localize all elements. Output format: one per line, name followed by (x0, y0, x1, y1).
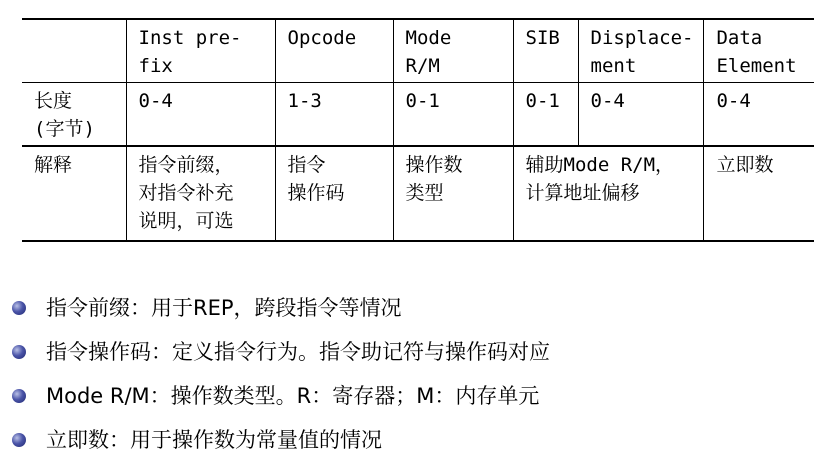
table-cell: 0-4 (578, 83, 704, 147)
table-cell: 0-1 (393, 83, 513, 147)
bullet-text: 指令前缀：用于REP，跨段指令等情况 (46, 296, 402, 320)
header-cell-sib: SIB (513, 19, 578, 83)
table-cell: 0-4 (704, 83, 814, 147)
bullet-text: 指令操作码：定义指令行为。指令助记符与操作码对应 (46, 340, 550, 364)
header-cell-opcode: Opcode (275, 19, 393, 83)
row-label-explanation: 解释 (22, 146, 126, 241)
bullet-dot-icon (12, 301, 26, 315)
table-cell: 指令前缀， 对指令补充 说明，可选 (126, 146, 275, 241)
table-header-row (22, 19, 814, 83)
bullet-dot-icon (12, 345, 26, 359)
table-cell: 0-4 (126, 83, 275, 147)
row-label-length: 长度 (字节) (22, 83, 126, 147)
table-cell-merged: 辅助Mode R/M， 计算地址偏移 (513, 146, 704, 241)
header-cell-displacement: Displace- ment (578, 19, 704, 83)
table-cell: 1-3 (275, 83, 393, 147)
table-cell: 立即数 (704, 146, 814, 241)
bullet-text: Mode R/M：操作数类型。R：寄存器；M：内存单元 (46, 384, 540, 408)
bullet-list (12, 290, 550, 466)
bullet-text: 立即数：用于操作数为常量值的情况 (46, 428, 382, 452)
table-cell: 操作数 类型 (393, 146, 513, 241)
header-cell-empty (22, 19, 126, 83)
table-row-explanation (22, 146, 814, 241)
list-item (12, 290, 550, 334)
header-cell-mode-rm: Mode R/M (393, 19, 513, 83)
header-cell-inst-prefix: Inst pre- fix (126, 19, 275, 83)
bullet-dot-icon (12, 433, 26, 447)
header-cell-data-element: Data Element (704, 19, 814, 83)
instruction-format-table (22, 18, 814, 242)
list-item (12, 334, 550, 378)
table-cell: 0-1 (513, 83, 578, 147)
table-cell: 指令 操作码 (275, 146, 393, 241)
list-item (12, 422, 550, 466)
table-row-length (22, 83, 814, 147)
bullet-dot-icon (12, 389, 26, 403)
list-item (12, 378, 550, 422)
